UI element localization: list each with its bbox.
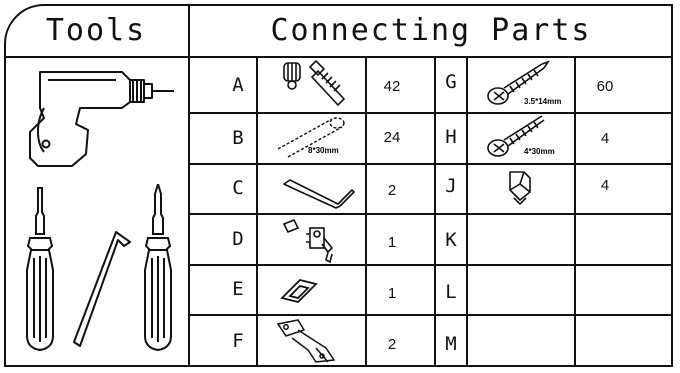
col-rule [434,56,436,367]
hex-key-icon [64,224,136,354]
row-rule [188,163,673,165]
allen-key-icon [280,166,358,210]
part-qty: 24 [383,129,401,146]
part-letter: L [445,281,457,303]
part-letter: B [232,127,244,149]
part-qty: 60 [596,78,614,95]
part-letter: M [445,333,457,355]
cabinet-lock-icon [276,218,346,264]
part-letter: E [232,278,244,300]
tools-divider [188,4,190,367]
col-rule [365,56,367,367]
part-qty: 4 [600,130,610,147]
screw-size-label: 3.5*14mm [524,97,562,106]
phillips-screwdriver-icon [140,184,176,356]
part-letter: A [232,74,244,96]
part-letter: C [232,177,244,199]
part-qty: 1 [387,234,397,251]
part-qty: 2 [387,336,397,353]
part-qty: 42 [383,78,401,95]
power-drill-icon [18,66,178,176]
part-qty: 4 [600,177,610,194]
part-letter: J [445,175,457,197]
col-rule [466,56,468,367]
tools-header: Tools [45,13,147,48]
row-rule [188,264,673,266]
hinge-icon [272,318,352,366]
parts-header: Connecting Parts [270,13,592,48]
row-rule [188,112,673,114]
screw-size-label: 4*30mm [524,147,555,156]
cam-lock-connector-icon [280,59,355,109]
wooden-dowel-icon [268,113,362,159]
header-rule [4,56,673,58]
col-rule [256,56,258,367]
part-qty: 2 [387,182,397,199]
part-letter: F [232,330,244,352]
part-qty: 1 [387,285,397,302]
row-rule [188,314,673,316]
dowel-size-label: 8*30mm [308,146,339,155]
screw-icon [484,114,572,162]
part-letter: G [445,71,457,93]
row-rule [188,213,673,215]
col-rule [574,56,576,367]
screw-icon [484,58,572,112]
part-letter: K [445,229,457,251]
part-letter: H [445,126,457,148]
part-letter: D [232,228,244,250]
shelf-support-icon [500,168,540,208]
flathead-screwdriver-icon [22,186,58,356]
strike-plate-icon [276,276,336,306]
